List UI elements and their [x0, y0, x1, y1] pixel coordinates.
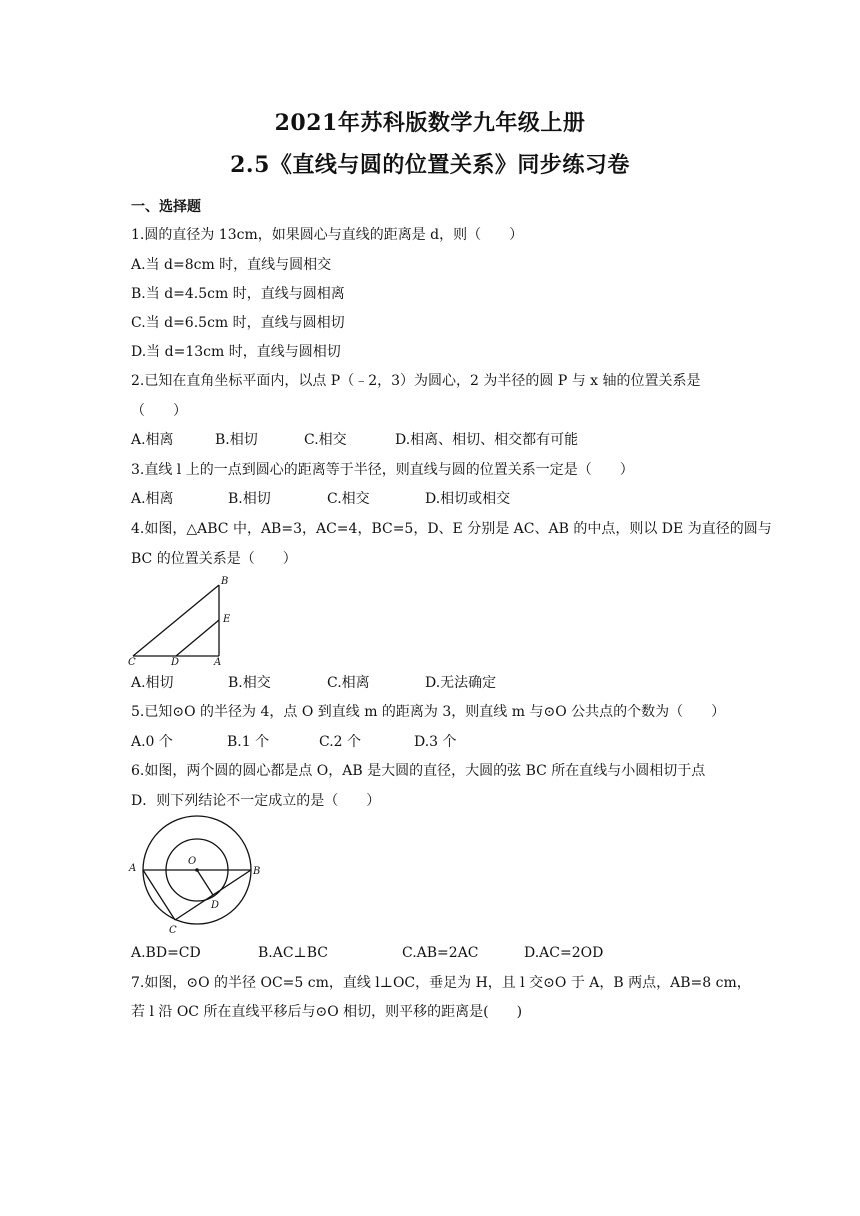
question-4-label-e: E	[223, 614, 231, 625]
question-4-stem-line2: BC 的位置关系是（ ）	[131, 551, 297, 567]
question-6-label-b: B	[253, 866, 261, 877]
question-4-option-c: C.相离	[327, 675, 370, 691]
question-2-stem-line2: （ ）	[131, 403, 187, 419]
question-1-option-c: C.当 d=6.5cm 时，直线与圆相切	[131, 315, 345, 331]
question-4-label-b: B	[221, 576, 229, 587]
question-3-option-b: B.相切	[228, 491, 271, 507]
question-6-center-dot	[195, 868, 199, 872]
question-6-label-d: D	[211, 900, 220, 911]
question-2-option-b: B.相切	[215, 432, 258, 448]
page-subtitle: 2.5《直线与圆的位置关系》同步练习卷	[230, 152, 630, 178]
question-4-figure	[125, 574, 240, 666]
question-2-stem-line1: 2.已知在直角坐标平面内，以点 P（﹣2，3）为圆心，2 为半径的圆 P 与 x 轴的位置关系是	[131, 373, 701, 389]
question-6-figure	[125, 814, 265, 938]
question-6-option-d: D.AC=2OD	[524, 945, 604, 961]
question-1-stem: 1.圆的直径为 13cm，如果圆心与直线的距离是 d，则（ ）	[131, 227, 524, 243]
question-3-stem: 3.直线 l 上的一点到圆心的距离等于半径，则直线与圆的位置关系一定是（ ）	[131, 462, 634, 478]
question-6-label-a: A	[129, 863, 137, 874]
question-4-option-d: D.无法确定	[425, 675, 497, 691]
question-7-stem-line2: 若 l 沿 OC 所在直线平移后与⊙O 相切，则平移的距离是( )	[131, 1004, 523, 1020]
question-4-option-a: A.相切	[131, 675, 174, 691]
question-2-option-c: C.相交	[304, 432, 347, 448]
question-1-option-d: D.当 d=13cm 时，直线与圆相切	[131, 344, 341, 360]
question-4-label-c: C	[128, 657, 136, 666]
question-4-stem-line1: 4.如图，△ABC 中，AB=3，AC=4，BC=5，D、E 分别是 AC、AB 的中点，则以 DE 为直径的圆与	[131, 521, 772, 537]
question-6-option-a: A.BD=CD	[131, 945, 201, 961]
question-5-option-d: D.3 个	[414, 734, 457, 750]
question-3-option-c: C.相交	[327, 491, 370, 507]
question-5-stem: 5.已知⊙O 的半径为 4，点 O 到直线 m 的距离为 3，则直线 m 与⊙O 公共点的个数为（ ）	[131, 704, 726, 720]
question-3-option-d: D.相切或相交	[425, 491, 511, 507]
page-title: 2021年苏科版数学九年级上册	[274, 110, 586, 136]
question-4-label-d: D	[171, 657, 180, 666]
question-6-label-o: O	[188, 856, 197, 867]
question-6-label-c: C	[169, 925, 177, 936]
question-1-option-b: B.当 d=4.5cm 时，直线与圆相离	[131, 286, 345, 302]
question-6-stem-line2: D．则下列结论不一定成立的是（ ）	[131, 793, 381, 809]
question-6-stem-line1: 6.如图，两个圆的圆心都是点 O，AB 是大圆的直径，大圆的弦 BC 所在直线与小圆相切于点	[131, 763, 706, 779]
question-5-option-c: C.2 个	[319, 734, 362, 750]
question-4-label-a: A	[214, 657, 222, 666]
question-6-option-c: C.AB=2AC	[402, 945, 479, 961]
question-3-option-a: A.相离	[131, 491, 174, 507]
question-7-stem-line1: 7.如图，⊙O 的半径 OC=5 cm，直线 l⊥OC，垂足为 H，且 l 交⊙O 于 A，B 两点，AB=8 cm，	[131, 975, 751, 991]
question-5-option-b: B.1 个	[227, 734, 270, 750]
question-2-option-d: D.相离、相切、相交都有可能	[395, 432, 579, 448]
question-6-option-b: B.AC⊥BC	[258, 945, 328, 961]
question-1-option-a: A.当 d=8cm 时，直线与圆相交	[131, 257, 332, 273]
question-2-option-a: A.相离	[131, 432, 174, 448]
question-5-option-a: A.0 个	[131, 734, 173, 750]
section-heading: 一、选择题	[131, 199, 201, 215]
question-4-option-b: B.相交	[228, 675, 271, 691]
